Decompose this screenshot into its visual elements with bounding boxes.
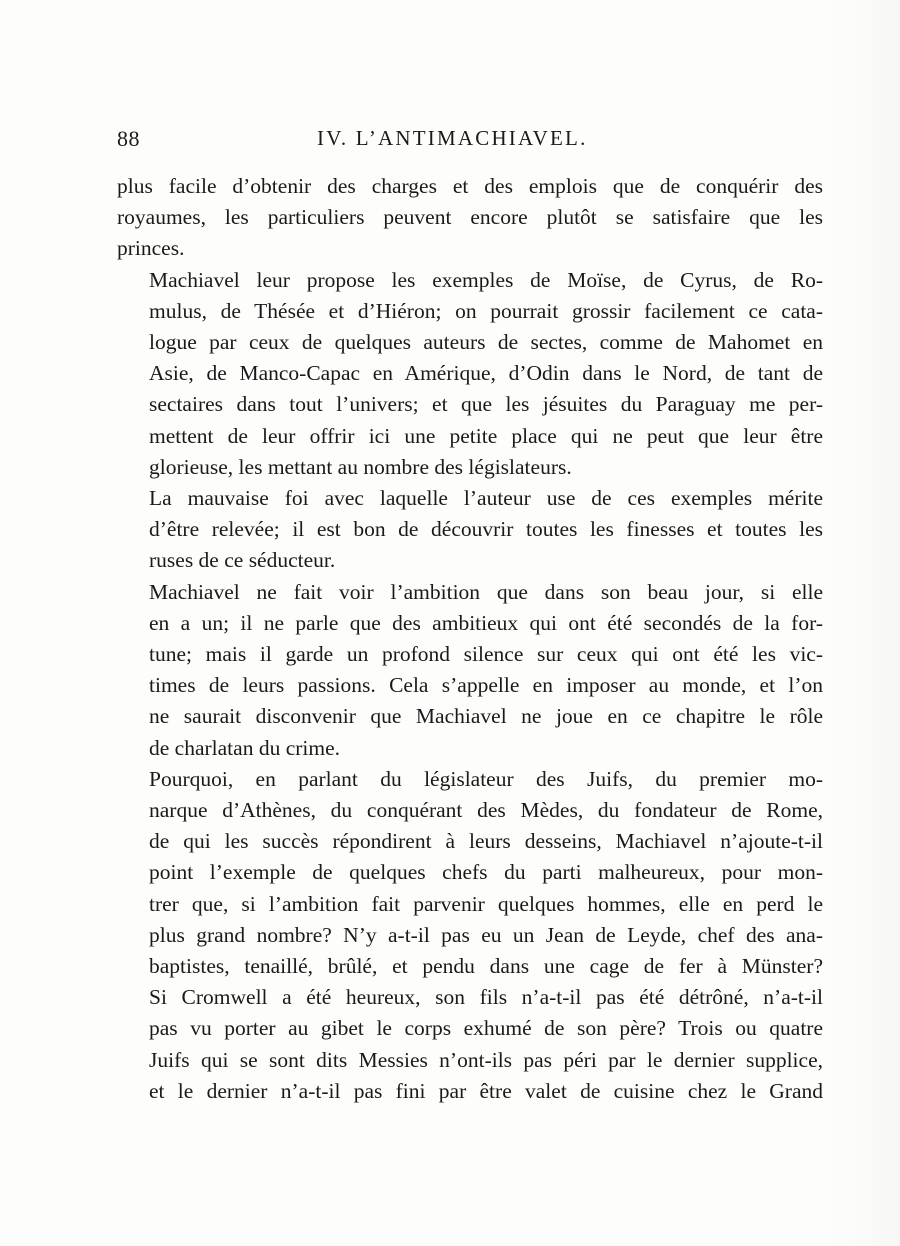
page-number: 88 bbox=[117, 126, 140, 151]
text-line: narque d’Athènes, du conquérant des Mèdes, du fondateur de Rome, bbox=[149, 798, 823, 823]
text-line: en a un; il ne parle que des ambitieux qui ont été secondés de la for- bbox=[149, 610, 823, 635]
paragraph bbox=[117, 171, 823, 265]
paragraph bbox=[117, 483, 823, 577]
text-line: Machiavel leur propose les exemples de Moïse, de Cyrus, de Ro- bbox=[149, 267, 823, 292]
paragraph bbox=[117, 764, 823, 1107]
text-line: de qui les succès répondirent à leurs desseins, Machiavel n’ajoute-t-il bbox=[149, 829, 823, 854]
text-line: d’être relevée; il est bon de découvrir toutes les finesses et toutes les bbox=[149, 517, 823, 542]
body-text bbox=[117, 171, 823, 1107]
text-line: trer que, si l’ambition fait parvenir quelques hommes, elle en perd le bbox=[149, 891, 823, 916]
paragraph bbox=[117, 577, 823, 764]
text-line: logue par ceux de quelques auteurs de sectes, comme de Mahomet en bbox=[149, 330, 823, 355]
text-line: Asie, de Manco-Capac en Amérique, d’Odin dans le Nord, de tant de bbox=[149, 361, 823, 386]
text-line: Juifs qui se sont dits Messies n’ont-ils pas péri par le dernier supplice, bbox=[149, 1047, 823, 1072]
text-line: Pourquoi, en parlant du législateur des Juifs, du premier mo- bbox=[149, 766, 823, 791]
text-line: La mauvaise foi avec laquelle l’auteur use de ces exemples mérite bbox=[149, 486, 823, 511]
text-line: Machiavel ne fait voir l’ambition que dans son beau jour, si elle bbox=[149, 579, 823, 604]
text-line: Si Cromwell a été heureux, son fils n’a-t-il pas été détrôné, n’a-t-il bbox=[149, 985, 823, 1010]
text-line: mettent de leur offrir ici une petite place qui ne peut que leur être bbox=[149, 423, 823, 448]
paragraph bbox=[117, 265, 823, 483]
text-line: ne saurait disconvenir que Machiavel ne joue en ce chapitre le rôle bbox=[149, 704, 823, 729]
text-line: plus facile d’obtenir des charges et des emplois que de conquérir des bbox=[117, 174, 823, 198]
text-line: mulus, de Thésée et d’Hiéron; on pourrait grossir facilement ce cata- bbox=[149, 298, 823, 323]
text-line: times de leurs passions. Cela s’appelle en imposer au monde, et l’on bbox=[149, 673, 823, 698]
text-line: pas vu porter au gibet le corps exhumé de son père? Trois ou quatre bbox=[149, 1016, 823, 1041]
text-line: tune; mais il garde un profond silence sur ceux qui ont été les vic- bbox=[149, 642, 823, 667]
text-line: glorieuse, les mettant au nombre des législateurs. bbox=[149, 454, 572, 479]
text-line: plus grand nombre? N’y a-t-il pas eu un Jean de Leyde, chef des ana- bbox=[149, 922, 823, 947]
text-line: sectaires dans tout l’univers; et que les jésuites du Paraguay me per- bbox=[149, 392, 823, 417]
text-line: ruses de ce séducteur. bbox=[149, 548, 336, 573]
running-title: IV. L’ANTIMACHIAVEL. bbox=[317, 126, 588, 150]
text-line: et le dernier n’a-t-il pas fini par être valet de cuisine chez le Grand bbox=[149, 1078, 823, 1103]
text-line: baptistes, tenaillé, brûlé, et pendu dans une cage de fer à Münster? bbox=[149, 954, 823, 979]
text-line: de charlatan du crime. bbox=[149, 735, 341, 760]
text-line: point l’exemple de quelques chefs du parti malheureux, pour mon- bbox=[149, 860, 823, 885]
running-head bbox=[117, 126, 823, 162]
text-line: princes. bbox=[117, 236, 185, 261]
text-line: royaumes, les particuliers peuvent encore plutôt se satisfaire que les bbox=[117, 205, 823, 230]
scan-shadow bbox=[830, 0, 900, 1246]
